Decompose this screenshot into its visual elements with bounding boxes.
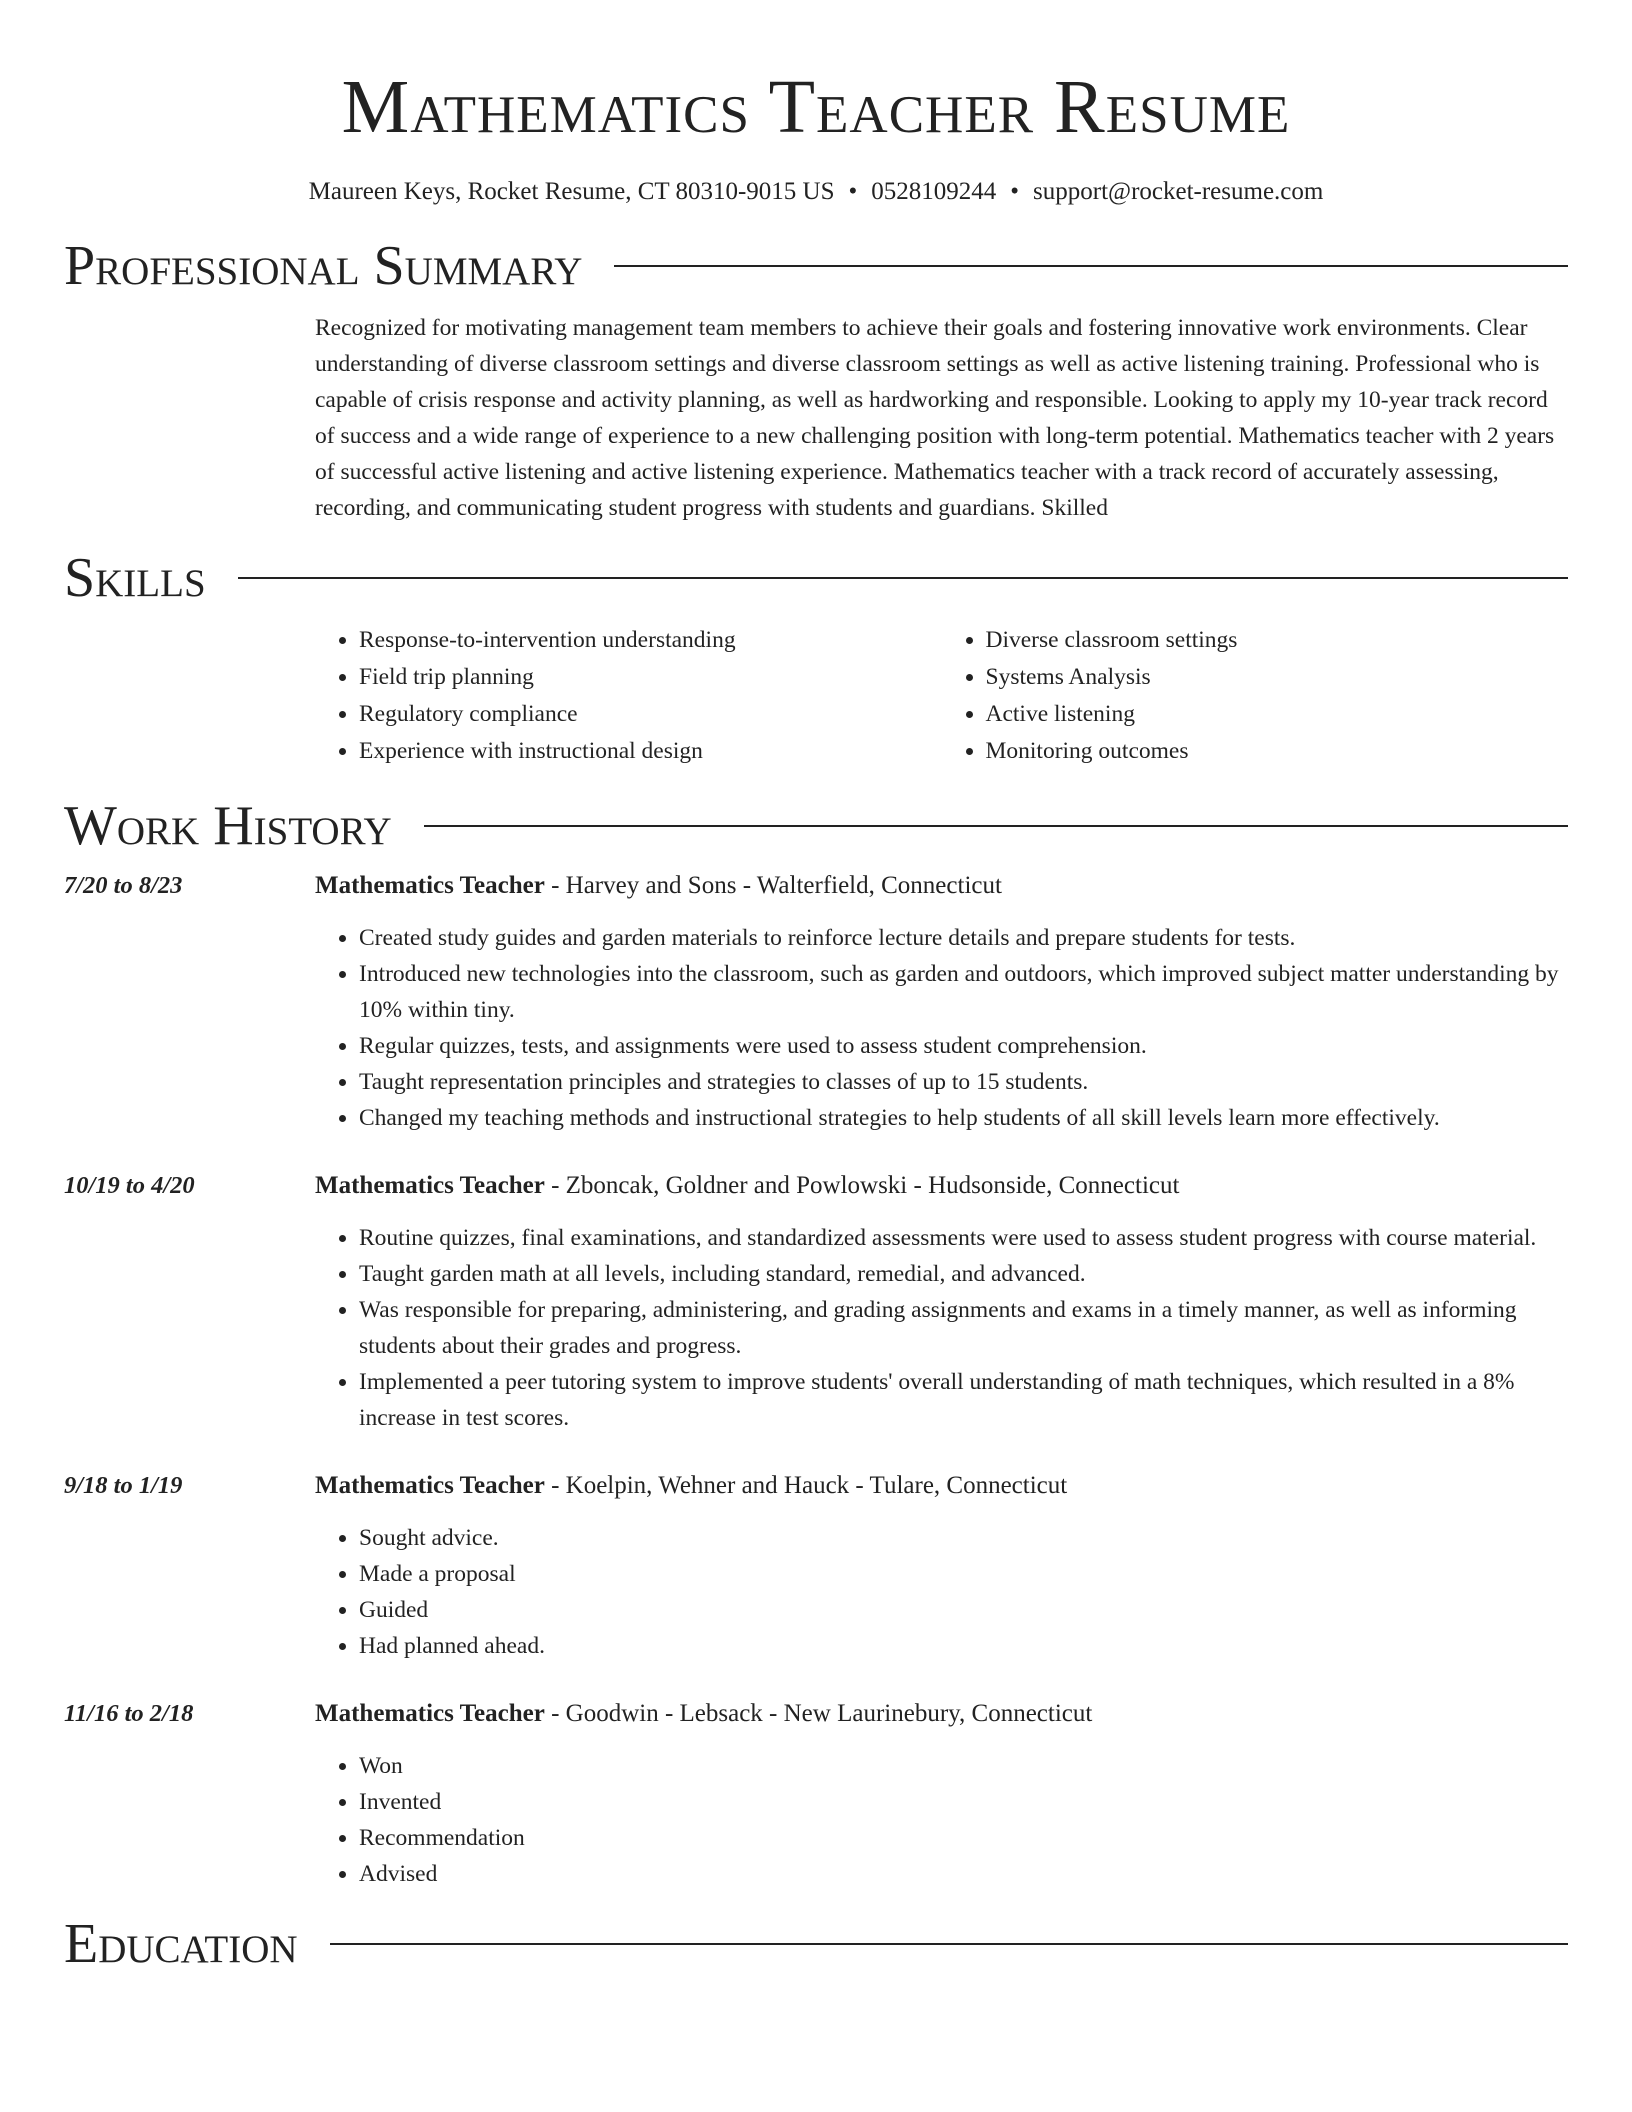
skill-item: • Systems Analysis	[986, 659, 1569, 696]
job-entry	[64, 1168, 1568, 1436]
skill-item: • Regulatory compliance	[359, 696, 942, 733]
skills-column-left	[315, 622, 942, 770]
job-employer: - Goodwin - Lebsack - New Laurinebury, Connecticut	[544, 1700, 1093, 1727]
contact-email[interactable]: support@rocket-resume.com	[1033, 178, 1324, 205]
job-bullets	[315, 1220, 1568, 1436]
education-section-header	[64, 1914, 1568, 1974]
skill-item: • Response-to-intervention understanding	[359, 622, 942, 659]
resume-page	[64, 0, 1568, 1974]
job-bullet: • Regular quizzes, tests, and assignments were used to assess student comprehension.	[359, 1028, 1568, 1064]
job-entry	[64, 868, 1568, 1136]
skill-item: • Active listening	[986, 696, 1569, 733]
skills-list	[315, 622, 1568, 770]
job-heading	[315, 1696, 1568, 1732]
skill-item: • Experience with instructional design	[359, 733, 942, 770]
job-bullet: • Guided	[359, 1592, 1568, 1628]
job-bullet: • Invented	[359, 1784, 1568, 1820]
contact-address: Maureen Keys, Rocket Resume, CT 80310-9015 US	[308, 178, 835, 205]
job-heading	[315, 868, 1568, 904]
page-title: Mathematics Teacher Resume	[341, 65, 1291, 149]
job-dates: 9/18 to 1/19	[64, 1472, 183, 1499]
contact-phone: 0528109244	[871, 178, 997, 205]
summary-text: Recognized for motivating management team members to achieve their goals and fostering innovative work environments. Clear understanding of diverse classroom settings and diverse classroom settings as well as active listening training. Professional who is capable of crisis response and activity planning, as well as hardworking and responsible. Looking to apply my 10-year track record of success and a wide range of experience to a new challenging position with long-term potential. Mathematics teacher with 2 years of successful active listening and active listening experience. Mathematics teacher with a track record of accurately assessing, recording, and communicating student progress with students and guardians. Skilled	[315, 315, 1555, 521]
job-bullets	[315, 920, 1568, 1136]
section-divider	[614, 265, 1568, 267]
job-bullet: • Made a proposal	[359, 1556, 1568, 1592]
job-heading	[315, 1468, 1568, 1504]
job-employer: - Zboncak, Goldner and Powlowski - Hudsonside, Connecticut	[544, 1172, 1180, 1199]
summary-section-header	[64, 236, 1568, 296]
contact-line	[64, 176, 1568, 208]
job-bullet: • Changed my teaching methods and instructional strategies to help students of all skill levels learn more effectively.	[359, 1100, 1568, 1136]
job-bullet: • Had planned ahead.	[359, 1628, 1568, 1664]
section-divider	[330, 1943, 1568, 1945]
job-title: Mathematics Teacher	[315, 1472, 545, 1499]
job-bullets	[315, 1520, 1568, 1664]
contact-separator: •	[1010, 178, 1020, 205]
job-dates: 7/20 to 8/23	[64, 872, 183, 899]
section-title-summary: Professional Summary	[64, 235, 583, 297]
job-bullet: • Was responsible for preparing, administering, and grading assignments and exams in a timely manner, as well as informing students about their grades and progress.	[359, 1292, 1568, 1364]
work-section-header	[64, 796, 1568, 856]
job-bullet: • Created study guides and garden materials to reinforce lecture details and prepare students for tests.	[359, 920, 1568, 956]
section-divider	[238, 577, 1568, 579]
skills-column-right	[942, 622, 1569, 770]
skill-item: • Diverse classroom settings	[986, 622, 1569, 659]
job-bullet: • Implemented a peer tutoring system to improve students' overall understanding of math techniques, which resulted in a 8% increase in test scores.	[359, 1364, 1568, 1436]
skill-item: • Field trip planning	[359, 659, 942, 696]
job-bullet: • Taught garden math at all levels, including standard, remedial, and advanced.	[359, 1256, 1568, 1292]
job-entry	[64, 1468, 1568, 1664]
job-bullet: • Advised	[359, 1856, 1568, 1892]
job-entry	[64, 1696, 1568, 1892]
job-bullets	[315, 1748, 1568, 1892]
job-bullet: • Introduced new technologies into the classroom, such as garden and outdoors, which improved subject matter understanding by 10% within tiny.	[359, 956, 1568, 1028]
section-title-work: Work History	[64, 795, 392, 857]
skill-item: • Monitoring outcomes	[986, 733, 1569, 770]
job-bullet: • Recommendation	[359, 1820, 1568, 1856]
job-title: Mathematics Teacher	[315, 872, 545, 899]
job-employer: - Harvey and Sons - Walterfield, Connecticut	[544, 872, 1002, 899]
job-dates: 10/19 to 4/20	[64, 1172, 195, 1199]
job-heading	[315, 1168, 1568, 1204]
job-bullet: • Taught representation principles and strategies to classes of up to 15 students.	[359, 1064, 1568, 1100]
section-title-education: Education	[64, 1913, 298, 1975]
job-bullet: • Sought advice.	[359, 1520, 1568, 1556]
job-bullet: • Won	[359, 1748, 1568, 1784]
job-title: Mathematics Teacher	[315, 1172, 545, 1199]
section-title-skills: Skills	[64, 547, 206, 609]
job-title: Mathematics Teacher	[315, 1700, 545, 1727]
job-bullet: • Routine quizzes, final examinations, and standardized assessments were used to assess student progress with course material.	[359, 1220, 1568, 1256]
job-employer: - Koelpin, Wehner and Hauck - Tulare, Connecticut	[544, 1472, 1068, 1499]
skills-section-header	[64, 548, 1568, 608]
contact-separator: •	[848, 178, 858, 205]
section-divider	[424, 825, 1568, 827]
job-dates: 11/16 to 2/18	[64, 1700, 194, 1727]
